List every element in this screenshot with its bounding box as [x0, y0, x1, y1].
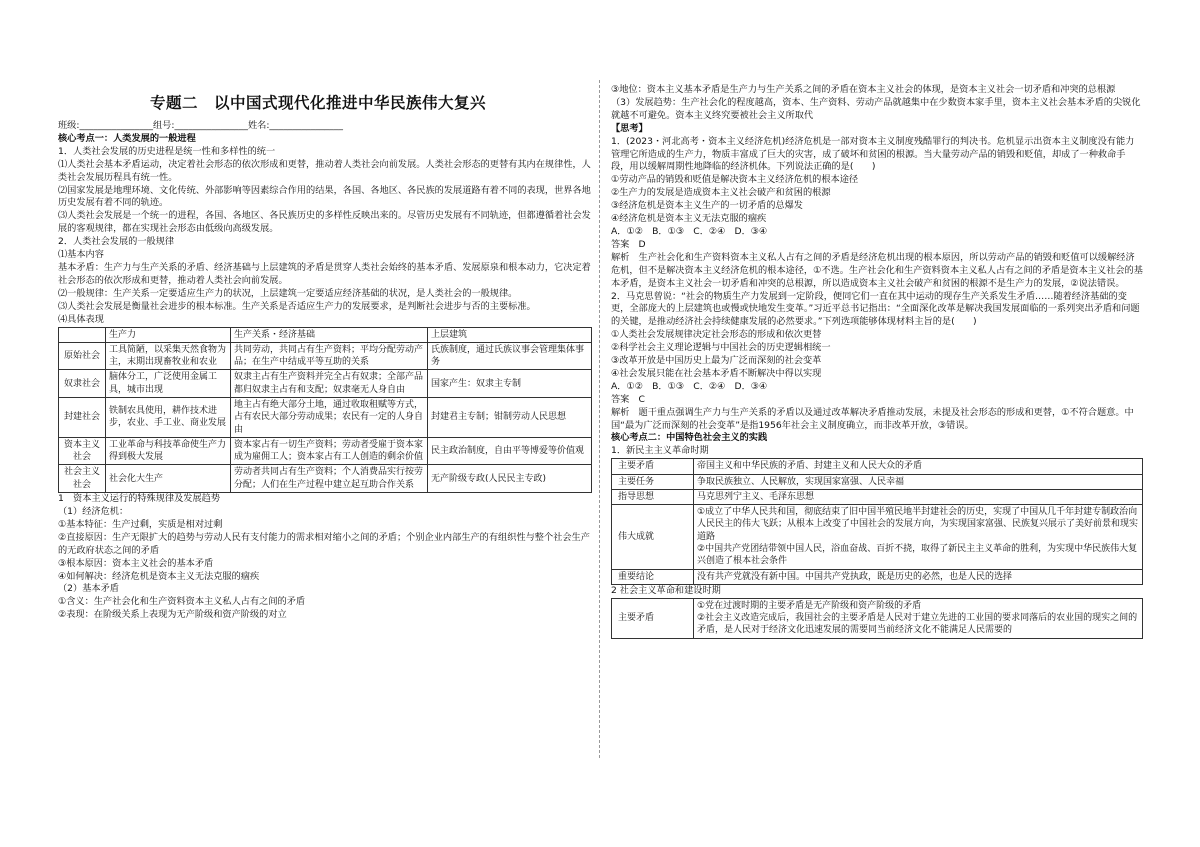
table-header — [59, 327, 106, 342]
answer: 答案 C — [611, 393, 645, 405]
table-row — [59, 465, 592, 493]
table-cell: 地主占有绝大部分土地，通过收取租赋等方式，占有农民大部分劳动成果；农民有一定的人身自由 — [231, 397, 428, 437]
think-heading: 【思考】 — [611, 122, 648, 134]
para: 1 资本主义运行的特殊规律及发展趋势 — [58, 493, 221, 505]
answer: 答案 D — [611, 238, 646, 250]
key-point-1: 核心考点一：人类发展的一般进程 — [58, 132, 196, 144]
period-table-2 — [611, 598, 1143, 639]
period-table-1 — [611, 458, 1143, 585]
table-cell: 主要矛盾 — [612, 459, 694, 474]
table-header-row — [59, 327, 592, 342]
para: ①含义：生产社会化和生产资料资本主义私人占有之间的矛盾 — [58, 596, 306, 608]
question-2: 2．马克思曾说：“社会的物质生产力发展到一定阶段，便同它们一直在其中运动的现存生产关系发生矛盾……随着经济基础的变更，全部庞大的上层建筑也或慢或快地发生变革。”习近平总书记指出：“全面深化改革是解决我国发展面临的一系列突出矛盾和问题的关键，是推动经济社会持续健康发展的必然要求。”下列选项能够体现材料主旨的是( ) — [611, 290, 1140, 328]
table-cell: 社会主义社会 — [59, 465, 106, 493]
table-cell: 资本家占有一切生产资料；劳动者受雇于资本家成为雇佣工人；资本家占有工人创造的剩余价值 — [231, 437, 428, 465]
table-cell: 铁制农具使用，耕作技术进步，农业、手工业、商业发展 — [106, 397, 231, 437]
para: ⑵一般规律：生产关系一定要适应生产力的状况，上层建筑一定要适应经济基础的状况，是人类社会的一般规律。 — [58, 287, 518, 299]
section-heading: 1．新民主主义革命时期 — [611, 445, 709, 457]
table-cell: 原始社会 — [59, 342, 106, 370]
choices: A．①② B．①③ C．②④ D．③④ — [611, 380, 768, 392]
table-cell: 重要结论 — [612, 569, 694, 584]
table-row — [612, 459, 1143, 474]
choices: A．①② B．①③ C．②④ D．③④ — [611, 225, 768, 237]
column-divider — [599, 80, 600, 758]
table-cell: ①成立了中华人民共和国，彻底结束了旧中国半殖民地半封建社会的历史，实现了中国从几千年封建专制政治向人民民主的伟大飞跃；从根本上改变了中国社会的发展方向，为实现国家富强、民族复兴展示了美好前景和现实道路 ②中国共产党团结带领中国人民，浴血奋战、百折不挠，取得了新民主主义革命的胜利，为实现中华民族伟大复兴创造了根本社会条件 — [694, 505, 1143, 569]
page-title: 专题二 以中国式现代化推进中华民族伟大复兴 — [150, 94, 487, 112]
para: ⑴人类社会基本矛盾运动，决定着社会形态的依次形成和更替，推动着人类社会向前发展。人类社会形态的更替有其内在规律性，人类社会发展历程具有统一性。 — [58, 158, 591, 183]
option: ③改革开放是中国历史上最为广泛而深刻的社会变革 — [611, 355, 822, 367]
left-column — [58, 120, 592, 622]
table-header: 生产力 — [106, 327, 231, 342]
option: ①劳动产品的销毁和贬值是解决资本主义经济危机的根本途径 — [611, 174, 859, 186]
section-heading: 2 社会主义革命和建设时期 — [611, 584, 721, 596]
table-cell: 主要矛盾 — [612, 598, 694, 638]
right-column — [611, 84, 1143, 639]
para: 基本矛盾：生产力与生产关系的矛盾、经济基础与上层建筑的矛盾是贯穿人类社会始终的基本矛盾、发展原泉和根本动力，它决定着社会形态的依次形成和更替，推动着人类社会向前发展。 — [58, 261, 591, 286]
explanation: 解析 生产社会化和生产资料资本主义私人占有之间的矛盾是经济危机出现的根本原因，所以劳动产品的销毁和贬值可以缓解经济危机，但不是解决资本主义经济危机的根本途径，①不选。生产社会化和生产资料资本主义私人占有之间的矛盾是资本主义社会的基本矛盾，是资本主义社会一切矛盾和冲突的总根源，所以造成资本主义社会破产和贫困的根源不是生产力的发展，②说法错误。 — [611, 251, 1143, 289]
table-header: 生产关系・经济基础 — [231, 327, 428, 342]
table-cell: 争取民族独立、人民解放，实现国家富强、人民幸福 — [694, 474, 1143, 489]
table-cell: 工具简陋，以采集天然食物为主，末期出现畜牧业和农业 — [106, 342, 231, 370]
question-1: 1．(2023・河北高考・资本主义经济危机)经济危机是一部对资本主义制度残酷罪行的判决书。危机显示出资本主义制度没有能力管理它所造成的生产力，物质丰富成了巨大的灾害，成了破坏和贫困的根源。当大量劳动产品的销毁和贬值，却成了一种救命手段，用以缓解周期性地降临的经济机体。下列说法正确的是( ) — [611, 135, 1135, 173]
para: ③根本原因：资本主义社会的基本矛盾 — [58, 557, 214, 569]
table-row — [59, 370, 592, 398]
table-cell: 奴隶主占有生产资料并完全占有奴隶；全部产品都归奴隶主占有和支配；奴隶毫无人身自由 — [231, 370, 428, 398]
table-cell: 封建社会 — [59, 397, 106, 437]
para: （2）基本矛盾 — [58, 583, 119, 595]
table-cell: 没有共产党就没有新中国。中国共产党执政，既是历史的必然，也是人民的选择 — [694, 569, 1143, 584]
table-header: 上层建筑 — [428, 327, 592, 342]
table-row — [59, 437, 592, 465]
table-cell: 社会化大生产 — [106, 465, 231, 493]
student-info-line: 班级:________________组号:________________姓名:________________ — [58, 120, 343, 131]
para: ⑶人类社会发展是一个统一的进程，各国、各地区、各民族历史的多样性反映出来的。尽管历史发展有不同轨迹，但都遵循着社会发展的客观规律，都在实现社会形态由低级向高级发展。 — [58, 210, 591, 235]
table-cell: 奴隶社会 — [59, 370, 106, 398]
table-row — [612, 474, 1143, 489]
table-row — [59, 342, 592, 370]
para: （1）经济危机： — [58, 505, 129, 517]
table-cell: 氏族制度，通过氏族议事会管理集体事务 — [428, 342, 592, 370]
para: ②表现：在阶级关系上表现为无产阶级和资产阶级的对立 — [58, 609, 287, 621]
table-cell: 马克思列宁主义、毛泽东思想 — [694, 489, 1143, 504]
option: ④社会发展只能在社会基本矛盾不断解决中得以实现 — [611, 367, 822, 379]
table-cell: 资本主义社会 — [59, 437, 106, 465]
option: ②生产力的发展是造成资本主义社会破产和贫困的根源 — [611, 187, 831, 199]
para: ②直接原因：生产无限扩大的趋势与劳动人民有支付能力的需求相对缩小之间的矛盾；个别企业内部生产的有组织性与整个社会生产的无政府状态之间的矛盾 — [58, 531, 590, 556]
table-cell: 民主政治制度，自由平等博爱等价值观 — [428, 437, 592, 465]
table-cell: 共同劳动，共同占有生产资料；平均分配劳动产品；在生产中结成平等互助的关系 — [231, 342, 428, 370]
table-cell: 伟大成就 — [612, 505, 694, 569]
option: ④经济危机是资本主义无法克服的痼疾 — [611, 213, 767, 225]
option: ③经济危机是资本主义生产的一切矛盾的总爆发 — [611, 200, 803, 212]
para: ④如何解决：经济危机是资本主义无法克服的痼疾 — [58, 570, 260, 582]
table-cell: 劳动者共同占有生产资料；个人消费品实行按劳分配；人们在生产过程中建立起互助合作关系 — [231, 465, 428, 493]
key-point-2: 核心考点二：中国特色社会主义的实践 — [611, 432, 768, 444]
option: ②科学社会主义理论逻辑与中国社会的历史逻辑相统一 — [611, 342, 831, 354]
table-cell: 国家产生：奴隶主专制 — [428, 370, 592, 398]
para: 1．人类社会发展的历史进程是统一性和多样性的统一 — [58, 145, 276, 157]
para: ⑵国家发展是地理环境、文化传统、外部影响等因素综合作用的结果，各国、各地区、各民族的发展道路有着不同的表现，世界各地历史发展有着不同的轨迹。 — [58, 184, 591, 209]
table-cell: 主要任务 — [612, 474, 694, 489]
table-row — [612, 505, 1143, 569]
para: 2．人类社会发展的一般规律 — [58, 236, 175, 248]
para: ③地位：资本主义基本矛盾是生产力与生产关系之间的矛盾在资本主义社会的体现，是资本主义社会一切矛盾和冲突的总根源 — [611, 84, 1116, 95]
para: ⑶人类社会发展是衡量社会进步的根本标准。生产关系是否适应生产力的发展要求，是判断社会进步与否的主要标准。 — [58, 300, 536, 312]
para: ①基本特征：生产过剩，实质是相对过剩 — [58, 518, 223, 530]
para: ⑷具体表现 — [58, 313, 104, 325]
table-cell: 工业革命与科技革命使生产力得到极大发展 — [106, 437, 231, 465]
table-cell: 脑体分工，广泛使用金属工具，城市出现 — [106, 370, 231, 398]
society-table — [58, 327, 592, 494]
para: ⑴基本内容 — [58, 249, 104, 261]
table-row — [612, 598, 1143, 638]
option: ①人类社会发展规律决定社会形态的形成和依次更替 — [611, 329, 822, 341]
explanation: 解析 题干重点强调生产力与生产关系的矛盾以及通过改革解决矛盾推动发展，未提及社会形态的形成和更替，①不符合题意。中国“最为广泛而深刻的社会变革”是指1956年社会主义制度确立，而非改革开放，③错误。 — [611, 406, 1134, 431]
table-cell: ①党在过渡时期的主要矛盾是无产阶级和资产阶级的矛盾 ②社会主义改造完成后，我国社会的主要矛盾是人民对于建立先进的工业国的要求同落后的农业国的现实之间的矛盾，是人民对于经济文化迅速发展的需要同当前经济文化不能满足人民需要的 — [694, 598, 1143, 638]
table-cell: 帝国主义和中华民族的矛盾、封建主义和人民大众的矛盾 — [694, 459, 1143, 474]
table-row — [612, 489, 1143, 504]
table-row — [59, 397, 592, 437]
para: （3）发展趋势：生产社会化的程度越高，资本、生产资料、劳动产品就越集中在少数资本家手里，资本主义社会基本矛盾的尖锐化就越不可避免。资本主义终究要被社会主义所取代 — [611, 96, 1141, 121]
table-cell: 封建君主专制；钳制劳动人民思想 — [428, 397, 592, 437]
table-cell: 无产阶级专政(人民民主专政) — [428, 465, 592, 493]
table-cell: 指导思想 — [612, 489, 694, 504]
table-row — [612, 569, 1143, 584]
